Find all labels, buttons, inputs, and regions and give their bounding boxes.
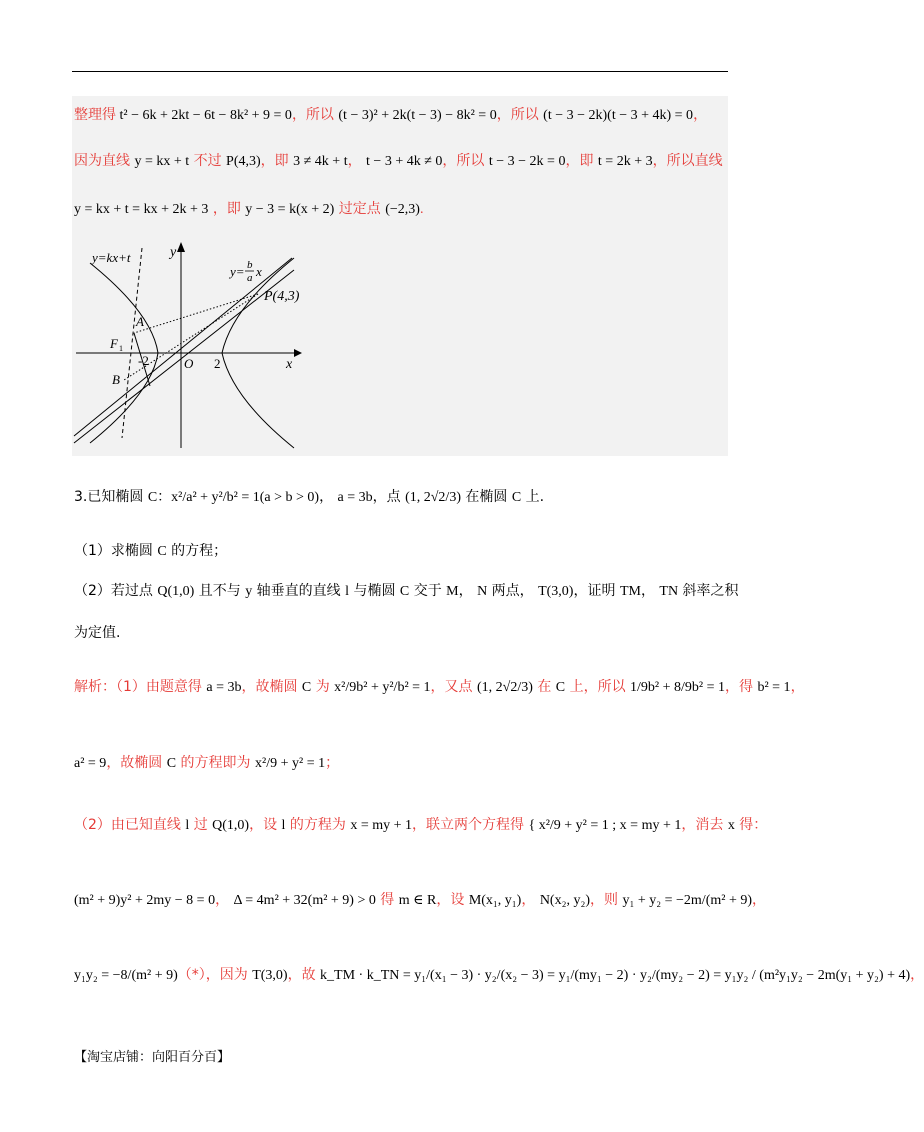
math-expression: a = 3b xyxy=(206,680,242,695)
math-expression: a² = 9 xyxy=(74,756,107,771)
math-expression: x²/9 + y² = 1 xyxy=(255,756,326,771)
text-segment: ，故椭圆 xyxy=(241,679,302,695)
text-segment: 过 xyxy=(189,817,213,833)
text-segment: ，故 xyxy=(287,967,321,983)
math-expression: Q(1,0) xyxy=(212,818,250,833)
label-line-kx: y=kx+t xyxy=(92,250,131,265)
text-segment: ，则 xyxy=(590,892,623,908)
text-segment: ，所以 xyxy=(291,107,339,123)
math-expression: Δ = 4m² + 32(m² + 9) > 0 xyxy=(233,893,376,908)
math-expression: N xyxy=(477,584,488,599)
text-segment: 的方程为 xyxy=(285,817,351,833)
text-segment: ， xyxy=(319,489,338,505)
text-segment: ，所以直线 xyxy=(652,153,723,169)
text-segment: ，设 xyxy=(436,892,469,908)
label-point-a: A xyxy=(136,314,144,329)
math-expression: 1/9b² + 8/9b² = 1 xyxy=(630,680,726,695)
math-expression: C xyxy=(555,680,566,695)
label-f1-sub: 1 xyxy=(119,344,123,353)
math-expression: (t − 3 − 2k)(t − 3 + 4k) = 0 xyxy=(543,108,694,123)
text-segment: （*），因为 xyxy=(177,967,253,983)
text-segment: ， xyxy=(347,153,367,169)
label-asymptote: y= xyxy=(230,264,245,279)
text-segment: 解析：（1）由题意得 xyxy=(74,679,207,695)
text-segment: ，故椭圆 xyxy=(106,755,167,771)
text-segment: ， xyxy=(640,583,660,599)
text-segment: 两点， xyxy=(487,583,539,599)
math-expression: C xyxy=(147,490,158,505)
text-line-l12 xyxy=(74,964,924,984)
math-expression: a = 3b xyxy=(337,490,373,505)
text-segment: ，即 xyxy=(565,153,598,169)
math-expression: l xyxy=(345,584,349,599)
label-y-axis: y xyxy=(170,245,177,260)
math-expression: M(x₁, y₁) xyxy=(468,893,522,908)
text-segment: 的方程； xyxy=(166,543,228,559)
math-expression: y₁ + y₂ = −2m/(m² + 9) xyxy=(622,893,753,908)
text-line-l3 xyxy=(74,198,423,218)
math-expression: (1, 2√2/3) xyxy=(476,680,533,695)
math-expression: b² = 1 xyxy=(757,680,791,695)
math-expression: M xyxy=(446,584,459,599)
text-segment: 且不与 xyxy=(194,583,246,599)
label-point-b: B xyxy=(112,372,120,387)
label-asymptote-a: a xyxy=(247,272,253,284)
text-segment: 上. xyxy=(521,489,545,505)
text-line-l2 xyxy=(74,150,723,170)
label-two: 2 xyxy=(214,356,221,371)
math-expression: t = 2k + 3 xyxy=(597,154,653,169)
text-segment: 过定点 xyxy=(334,201,386,217)
text-segment: 在 xyxy=(532,679,556,695)
label-origin: O xyxy=(184,356,194,371)
text-segment: 得： xyxy=(734,817,768,833)
math-expression: (1, 2√2/3) xyxy=(405,490,461,505)
math-expression: y₁y₂ = −8/(m² + 9) xyxy=(74,968,178,983)
text-segment: 交于 xyxy=(409,583,447,599)
text-line-l5 xyxy=(74,540,227,560)
text-segment: ，点 xyxy=(372,489,406,505)
text-line-l6 xyxy=(74,580,739,600)
math-expression: 3 ≠ 4k + t xyxy=(293,154,348,169)
label-x-axis: x xyxy=(286,357,293,372)
math-expression: . xyxy=(419,202,424,217)
text-segment: 的方程即为 xyxy=(176,755,256,771)
math-expression: (t − 3)² + 2k(t − 3) − 8k² = 0 xyxy=(338,108,497,123)
math-expression: m ∈ R xyxy=(398,893,437,908)
text-segment: ，证明 xyxy=(573,583,620,599)
text-segment: ，即 xyxy=(260,153,294,169)
text-segment: ，设 xyxy=(249,817,282,833)
text-segment: 得 xyxy=(375,892,399,908)
text-segment: ； xyxy=(325,755,340,771)
text-segment: ，又点 xyxy=(430,679,477,695)
math-expression: C xyxy=(157,544,167,559)
asymptote-line xyxy=(74,258,292,436)
text-segment: （2）若过点 xyxy=(74,583,158,599)
text-line-l7 xyxy=(74,622,120,642)
y-axis-arrow xyxy=(177,242,185,252)
text-segment: ，联立两个方程得 xyxy=(412,817,529,833)
math-expression: t − 3 + 4k ≠ 0 xyxy=(366,154,443,169)
math-expression: C xyxy=(511,490,522,505)
text-segment: ，消去 xyxy=(681,817,728,833)
text-segment: 在椭圆 xyxy=(460,489,512,505)
text-segment: （2）由已知直线 xyxy=(74,817,186,833)
math-expression: (m² + 9)y² + 2my − 8 = 0 xyxy=(74,893,216,908)
text-segment: 为 xyxy=(311,679,335,695)
text-line-l11 xyxy=(74,889,766,909)
text-segment: ，所以 xyxy=(442,153,489,169)
math-expression: x²/a² + y²/b² = 1(a > b > 0) xyxy=(171,490,320,505)
text-segment: ， xyxy=(521,892,540,908)
text-segment: 斜率之积 xyxy=(678,583,739,599)
text-line-l8 xyxy=(74,676,805,696)
math-expression: N(x₂, y₂) xyxy=(539,893,591,908)
text-segment: ， xyxy=(693,107,708,123)
math-expression: (−2,3) xyxy=(385,202,420,217)
math-expression: x = my + 1 xyxy=(350,818,413,833)
text-line-l1 xyxy=(74,104,707,124)
math-expression: T(3,0) xyxy=(538,584,574,599)
text-line-l10 xyxy=(74,814,767,834)
text-segment: 整理得 xyxy=(74,107,116,123)
text-segment: 3.已知椭圆 xyxy=(74,489,148,505)
math-expression: TN xyxy=(659,584,679,599)
text-segment: ，所以 xyxy=(496,107,544,123)
dashed-line-kx xyxy=(122,248,142,438)
math-expression: x xyxy=(727,818,735,833)
text-segment: （1）求椭圆 xyxy=(74,543,158,559)
label-point-p: P(4,3) xyxy=(264,289,300,304)
math-expression: l xyxy=(281,818,286,833)
math-expression: C xyxy=(301,680,312,695)
math-expression: x²/9b² + y²/b² = 1 xyxy=(334,680,431,695)
text-segment: ： xyxy=(157,489,172,505)
math-expression: y = kx + t xyxy=(134,154,190,169)
math-expression: T(3,0) xyxy=(252,968,288,983)
text-line-l9 xyxy=(74,752,339,772)
math-expression: TM xyxy=(619,584,641,599)
math-expression: P(4,3) xyxy=(226,154,261,169)
math-expression: k_TM · k_TN = y₁/(x₁ − 3) · y₂/(x₂ − 3) = y₁/(my₁ − 2) · y₂/(my₂ − 2) = y₁y₂ / (m²y₁y₂ − 2m(y₁ + y₂) + 4) xyxy=(320,968,911,983)
text-segment: 上，所以 xyxy=(565,679,631,695)
footer-shop-note: 【淘宝店铺：向阳百分百】 xyxy=(74,1050,231,1065)
text-segment: ， xyxy=(215,892,234,908)
label-neg2: -2 xyxy=(138,353,149,368)
text-segment: ， xyxy=(752,892,767,908)
text-segment: 不过 xyxy=(189,153,227,169)
math-expression: l xyxy=(185,818,190,833)
text-segment: ， xyxy=(910,967,924,983)
math-expression: t² − 6k + 2kt − 6t − 8k² + 9 = 0 xyxy=(116,108,292,123)
label-asymptote-x: x xyxy=(256,264,262,279)
math-expression: C xyxy=(399,584,410,599)
text-segment: 为定值. xyxy=(74,625,121,641)
label-f1: F xyxy=(110,336,118,351)
text-segment: 与椭圆 xyxy=(349,583,400,599)
math-expression: C xyxy=(166,756,177,771)
text-segment: 因为直线 xyxy=(74,153,135,169)
math-expression: y xyxy=(245,584,253,599)
math-expression: { x²/9 + y² = 1 ; x = my + 1 xyxy=(528,818,682,833)
text-segment: ， xyxy=(790,679,805,695)
math-expression: t − 3 − 2k = 0 xyxy=(488,154,566,169)
math-expression: Q(1,0) xyxy=(157,584,195,599)
text-segment: ， xyxy=(458,583,478,599)
text-segment: ，得 xyxy=(725,679,758,695)
text-segment: 轴垂直的直线 xyxy=(252,583,346,599)
math-expression: y = kx + t = kx + 2k + 3 xyxy=(74,202,209,217)
label-asymptote-b: b xyxy=(247,259,253,271)
hyperbola-figure xyxy=(72,238,302,450)
header-rule xyxy=(72,71,728,72)
text-line-l4 xyxy=(74,486,544,506)
math-expression: y − 3 = k(x + 2) xyxy=(245,202,335,217)
x-axis-arrow xyxy=(294,349,302,357)
text-segment: ，即 xyxy=(208,201,246,217)
